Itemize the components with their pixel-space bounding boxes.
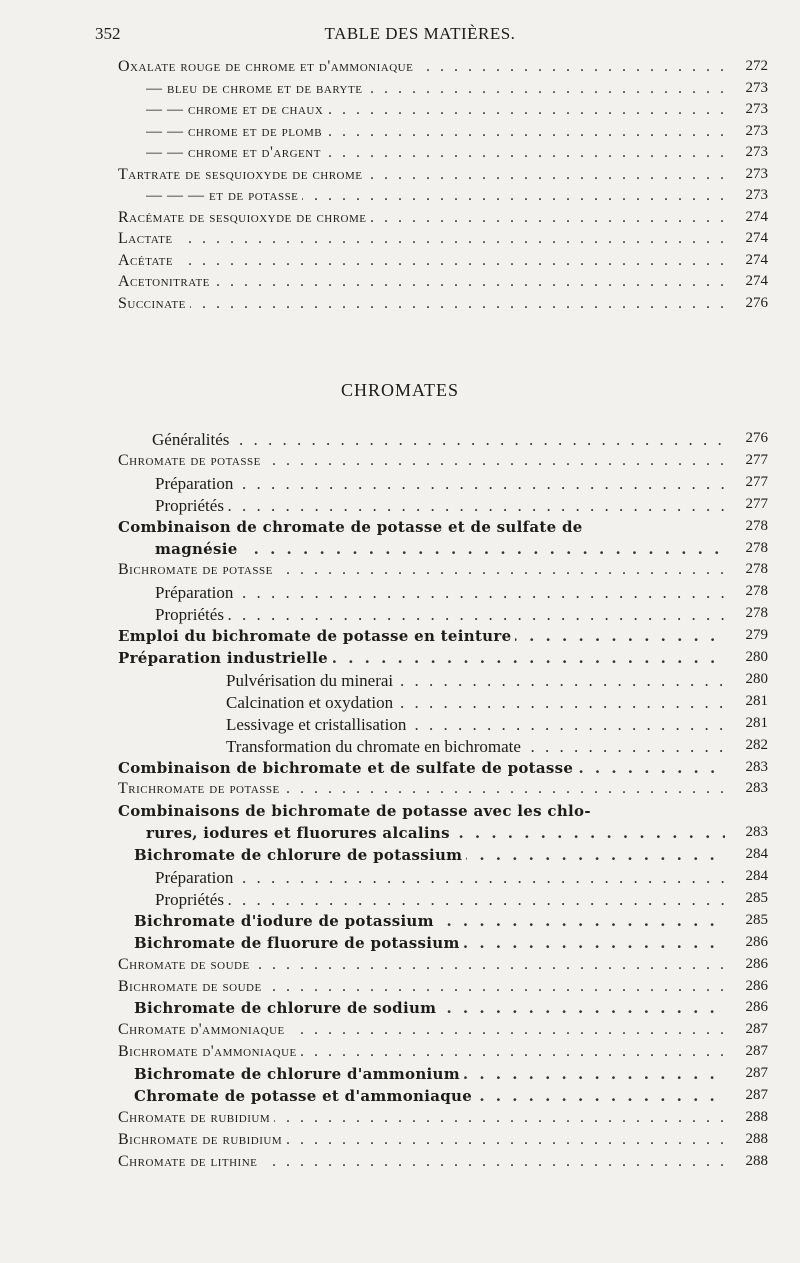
toc-entry-text: Chromate de soude (118, 956, 254, 973)
toc-entry-title (155, 890, 725, 910)
toc-entry-title (118, 1043, 725, 1061)
toc-entry (0, 1109, 800, 1131)
toc-entry-text: Généralités (152, 430, 233, 449)
toc-entry-text: Transformation du chromate en bichromate (226, 737, 525, 756)
toc-entry-title (146, 187, 725, 205)
toc-entry (0, 1131, 800, 1153)
toc-entry (0, 934, 800, 956)
toc-entry-page: 286 (745, 977, 768, 994)
toc-entry-title (155, 540, 725, 558)
toc-entry (0, 737, 800, 759)
toc-entry (0, 187, 800, 209)
toc-entry-text: Combinaisons de bichromate de potasse avec les chlo- (118, 802, 595, 820)
toc-entry-text: Bichromate de soude (118, 978, 266, 995)
toc-entry-text: Préparation industrielle (118, 649, 332, 667)
toc-entry-text: Succinate (118, 295, 190, 312)
toc-entry-text: Combinaison de bichromate et de sulfate de potasse (118, 759, 577, 777)
toc-entry-page: 272 (745, 58, 768, 74)
toc-entry-title (118, 649, 725, 667)
toc-entry-title (118, 561, 725, 579)
toc-entry (0, 252, 800, 274)
toc-entry-title (118, 759, 725, 777)
toc-entry (0, 1021, 800, 1043)
toc-entry-page: 281 (745, 714, 768, 731)
toc-entry-page: 283 (745, 780, 768, 797)
toc-entry-text: Bichromate de chlorure de potassium (134, 846, 466, 864)
toc-entry-page: 286 (745, 999, 768, 1016)
toc-entry-title (134, 999, 725, 1017)
toc-entry-title (226, 671, 725, 691)
toc-entry (0, 430, 800, 452)
toc-entry-page: 287 (745, 1043, 768, 1060)
toc-entry-page: 276 (745, 294, 768, 311)
toc-entry-title (118, 209, 725, 227)
toc-entry-page: 273 (745, 122, 768, 139)
toc-entry-page: 283 (745, 758, 768, 775)
toc-entry-page: 282 (745, 736, 768, 753)
toc-entry-page: 284 (745, 846, 768, 863)
section-heading: CHROMATES (340, 380, 460, 400)
toc-entry-title (146, 123, 725, 141)
toc-entry-title (155, 474, 725, 494)
toc-entry (0, 715, 800, 737)
toc-entry-page: 274 (745, 230, 768, 246)
toc-entry (0, 540, 800, 562)
toc-entry-page: 286 (745, 933, 768, 950)
toc-entry (0, 802, 800, 824)
toc-entry-text: magnésie (155, 540, 242, 558)
toc-entry-text: Préparation (155, 868, 237, 887)
toc-entry-title (118, 295, 725, 313)
toc-entry-title (118, 1131, 725, 1149)
toc-entry-text: Bichromate de rubidium (118, 1131, 286, 1148)
toc-entry (0, 295, 800, 317)
toc-entry-page: 288 (745, 1108, 768, 1125)
toc-entry-text: Préparation (155, 474, 237, 493)
toc-entry (0, 518, 800, 540)
toc-entry-title (226, 737, 725, 757)
toc-entry (0, 452, 800, 474)
toc-entry-title (118, 230, 725, 248)
toc-entry-text: Tartrate de sesquioxyde de chrome (118, 166, 367, 183)
toc-entry-text: Chromate de rubidium (118, 1109, 274, 1126)
toc-entry-text: Acetonitrate (118, 273, 214, 290)
toc-entry (0, 912, 800, 934)
toc-entry-title (118, 1109, 725, 1127)
toc-entry-title (118, 1021, 725, 1039)
toc-entry (0, 978, 800, 1000)
toc-entry (0, 101, 800, 123)
toc-entry (0, 561, 800, 583)
toc-entry-page: 273 (745, 144, 768, 160)
toc-entry-text: Lessivage et cristallisation (226, 715, 410, 734)
toc-entry (0, 144, 800, 166)
toc-entry-page: 278 (745, 517, 768, 534)
toc-entry-title (146, 144, 725, 162)
toc-entry-page: 286 (745, 955, 768, 972)
toc-entry-page: 287 (745, 1065, 768, 1082)
toc-entry-text: Lactate (118, 230, 177, 247)
page-header (95, 24, 745, 46)
toc-entry (0, 583, 800, 605)
toc-entry-page: 283 (745, 824, 768, 841)
toc-entry-title (118, 273, 725, 291)
toc-entry-title (118, 802, 725, 820)
toc-entry (0, 58, 800, 80)
toc-entry-text: Chromate de potasse (118, 452, 265, 469)
toc-entry-page: 285 (745, 911, 768, 928)
toc-entry-text: Trichromate de potasse (118, 780, 284, 797)
toc-entry (0, 780, 800, 802)
toc-entry-text: Oxalate rouge de chrome et d'ammoniaque (118, 58, 417, 75)
toc-entry (0, 230, 800, 252)
toc-entry-page: 285 (745, 889, 768, 906)
page-number: 352 (95, 24, 121, 43)
toc-entry-page: 277 (745, 451, 768, 468)
toc-entry-title (146, 101, 725, 119)
toc-entry-title (134, 1087, 725, 1105)
toc-entry-text: Emploi du bichromate de potasse en teinture (118, 627, 515, 645)
toc-entry-title (226, 693, 725, 713)
toc-entry (0, 999, 800, 1021)
toc-entry (0, 1065, 800, 1087)
toc-entry-title (118, 780, 725, 798)
toc-entry (0, 1043, 800, 1065)
toc-entry-text: Bichromate de potasse (118, 561, 277, 578)
toc-entry-text: Préparation (155, 583, 237, 602)
toc-entry (0, 273, 800, 295)
toc-entry (0, 649, 800, 671)
toc-entry-text: Racémate de sesquioxyde de chrome (118, 209, 371, 226)
toc-entry-title (155, 605, 725, 625)
toc-entry-title (118, 956, 725, 974)
toc-entry (0, 166, 800, 188)
toc-entry-page: 288 (745, 1152, 768, 1169)
toc-entry-text: Combinaison de chromate de potasse et de sulfate de (118, 518, 587, 536)
toc-entry-page: 284 (745, 868, 768, 884)
toc-entry-text: — — chrome et de plomb (146, 123, 326, 140)
toc-entry-text: — — chrome et d'argent (146, 144, 325, 161)
toc-entry (0, 605, 800, 627)
toc-entry-title (134, 1065, 725, 1083)
toc-entry-title (155, 496, 725, 516)
toc-entry-title (155, 868, 725, 888)
toc-entry-text: Chromate de potasse et d'ammoniaque (134, 1087, 476, 1105)
toc-entry-title (118, 518, 725, 536)
toc-entry-text: Propriétés (155, 496, 228, 515)
toc-entry-text: Bichromate d'iodure de potassium (134, 912, 438, 930)
toc-entry (0, 627, 800, 649)
toc-entry-page: 287 (745, 1021, 768, 1038)
toc-entry (0, 496, 800, 518)
toc-entry (0, 1087, 800, 1109)
toc-entry-text: Chromate d'ammoniaque (118, 1021, 289, 1038)
toc-entry-text: — — — et de potasse (146, 187, 302, 204)
toc-entry-page: 281 (745, 692, 768, 709)
toc-entry-page: 273 (745, 187, 768, 203)
toc-entry-text: Bichromate de fluorure de potassium (134, 934, 464, 952)
toc-entry-page: 280 (745, 670, 768, 687)
toc-entry-page: 278 (745, 539, 768, 556)
toc-entry-text: Propriétés (155, 605, 228, 624)
toc-entry-text: Propriétés (155, 890, 228, 909)
running-title: TABLE DES MATIÈRES. (324, 24, 516, 43)
toc-entry-page: 279 (745, 627, 768, 644)
toc-entry-title (134, 846, 725, 864)
toc-entry-page: 278 (745, 605, 768, 622)
toc-entry-text: Bichromate d'ammoniaque (118, 1043, 301, 1060)
toc-entry-page: 277 (745, 495, 768, 512)
toc-entry-page: 287 (745, 1087, 768, 1103)
toc-entry-page: 274 (745, 208, 768, 225)
toc-entry-page: 274 (745, 251, 768, 268)
toc-entry (0, 846, 800, 868)
toc-entry (0, 123, 800, 145)
toc-entry-title (134, 934, 725, 952)
toc-entry-text: rures, iodures et fluorures alcalins (146, 824, 454, 842)
toc-entry (0, 80, 800, 102)
toc-entry (0, 474, 800, 496)
toc-entry-text: Bichromate de chlorure d'ammonium (134, 1065, 464, 1083)
toc-entry-title (134, 912, 725, 930)
toc-entry-page: 273 (745, 165, 768, 182)
toc-entry-title (155, 583, 725, 603)
toc-entry-title (118, 1153, 725, 1171)
toc-entry (0, 890, 800, 912)
toc-entry (0, 868, 800, 890)
toc-entry-title (226, 715, 725, 735)
toc-entry-text: Acétate (118, 252, 177, 269)
toc-entry-text: Calcination et oxydation (226, 693, 397, 712)
toc-entry-title (118, 166, 725, 184)
toc-entry-text: Chromate de lithine (118, 1153, 261, 1170)
toc-entry-text: — bleu de chrome et de baryte (146, 80, 366, 97)
toc-entry-page: 277 (745, 473, 768, 490)
toc-entry (0, 824, 800, 846)
toc-entry-title (152, 430, 725, 450)
toc-entry-title (118, 452, 725, 470)
toc-entry-page: 273 (745, 101, 768, 117)
toc-entry (0, 759, 800, 781)
toc-entry-title (118, 58, 725, 76)
toc-entry-text: — — chrome et de chaux (146, 101, 327, 118)
toc-entry-title (118, 252, 725, 270)
toc-entry-page: 288 (745, 1130, 768, 1147)
toc-entry-page: 274 (745, 273, 768, 289)
toc-entry-page: 280 (745, 649, 768, 665)
toc-entry-page: 273 (745, 79, 768, 96)
toc-entry-text: Bichromate de chlorure de sodium (134, 999, 440, 1017)
toc-entry-title (118, 978, 725, 996)
toc-entry (0, 693, 800, 715)
toc-entry-page: 276 (745, 430, 768, 446)
toc-entry-title (146, 80, 725, 98)
toc-entry-title (146, 824, 725, 842)
toc-entry (0, 671, 800, 693)
toc-entry-page: 278 (745, 583, 768, 600)
toc-entry (0, 1153, 800, 1175)
toc-entry (0, 209, 800, 231)
toc-entry-page: 278 (745, 561, 768, 578)
toc-entry-title (118, 627, 725, 645)
toc-entry (0, 956, 800, 978)
toc-entry-text: Pulvérisation du minerai (226, 671, 397, 690)
